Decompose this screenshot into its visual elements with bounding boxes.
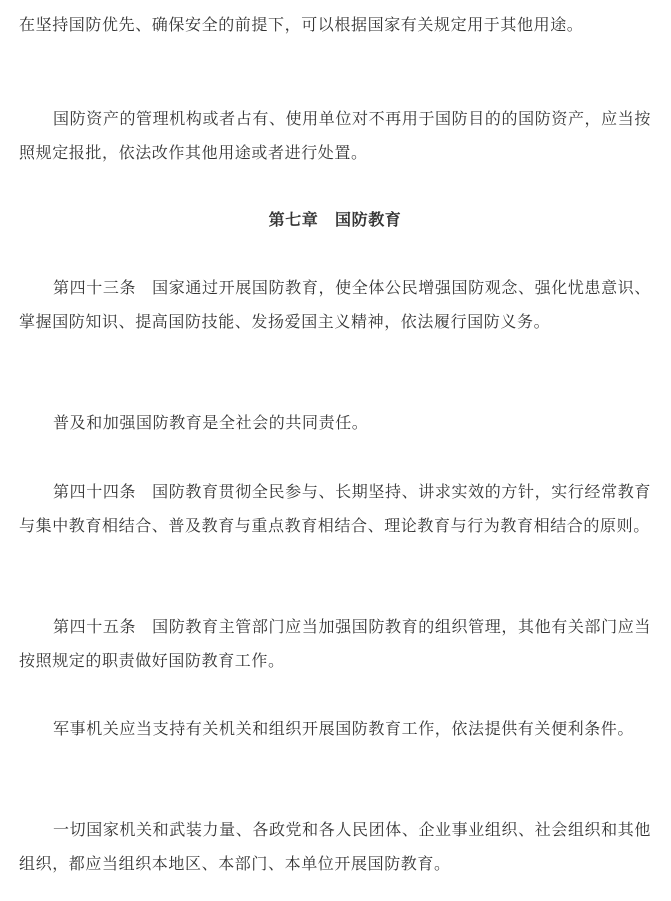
article-text: 国家通过开展国防教育，使全体公民增强国防观念、强化忧患意识、掌握国防知识、提高国防技能、发扬爱国主义精神，依法履行国防义务。 <box>19 278 651 331</box>
paragraph-asset-disposal <box>19 102 651 170</box>
article-number: 第四十三条 <box>53 278 137 297</box>
paragraph-land-use <box>19 8 651 42</box>
paragraph-text: 普及和加强国防教育是全社会的共同责任。 <box>53 413 369 432</box>
article-45 <box>19 610 651 678</box>
paragraph-text: 军事机关应当支持有关机关和组织开展国防教育工作，依法提供有关便利条件。 <box>53 719 635 738</box>
article-45-paragraph-2 <box>19 712 651 746</box>
paragraph-text: 在坚持国防优先、确保安全的前提下，可以根据国家有关规定用于其他用途。 <box>19 15 584 34</box>
article-43 <box>19 271 651 339</box>
paragraph-text: 国防资产的管理机构或者占有、使用单位对不再用于国防目的的国防资产，应当按照规定报批，依法改作其他用途或者进行处置。 <box>19 109 651 162</box>
article-number: 第四十五条 <box>53 617 137 636</box>
article-44 <box>19 475 651 543</box>
paragraph-text: 一切国家机关和武装力量、各政党和各人民团体、企业事业组织、社会组织和其他组织，都应当组织本地区、本部门、本单位开展国防教育。 <box>19 820 651 873</box>
article-45-paragraph-3 <box>19 813 651 881</box>
article-43-paragraph-2 <box>19 406 651 440</box>
article-number: 第四十四条 <box>53 482 137 501</box>
chapter-heading: 第七章 国防教育 <box>268 210 402 229</box>
article-text: 国防教育主管部门应当加强国防教育的组织管理，其他有关部门应当按照规定的职责做好国防教育工作。 <box>19 617 651 670</box>
article-text: 国防教育贯彻全民参与、长期坚持、讲求实效的方针，实行经常教育与集中教育相结合、普及教育与重点教育相结合、理论教育与行为教育相结合的原则。 <box>19 482 651 535</box>
